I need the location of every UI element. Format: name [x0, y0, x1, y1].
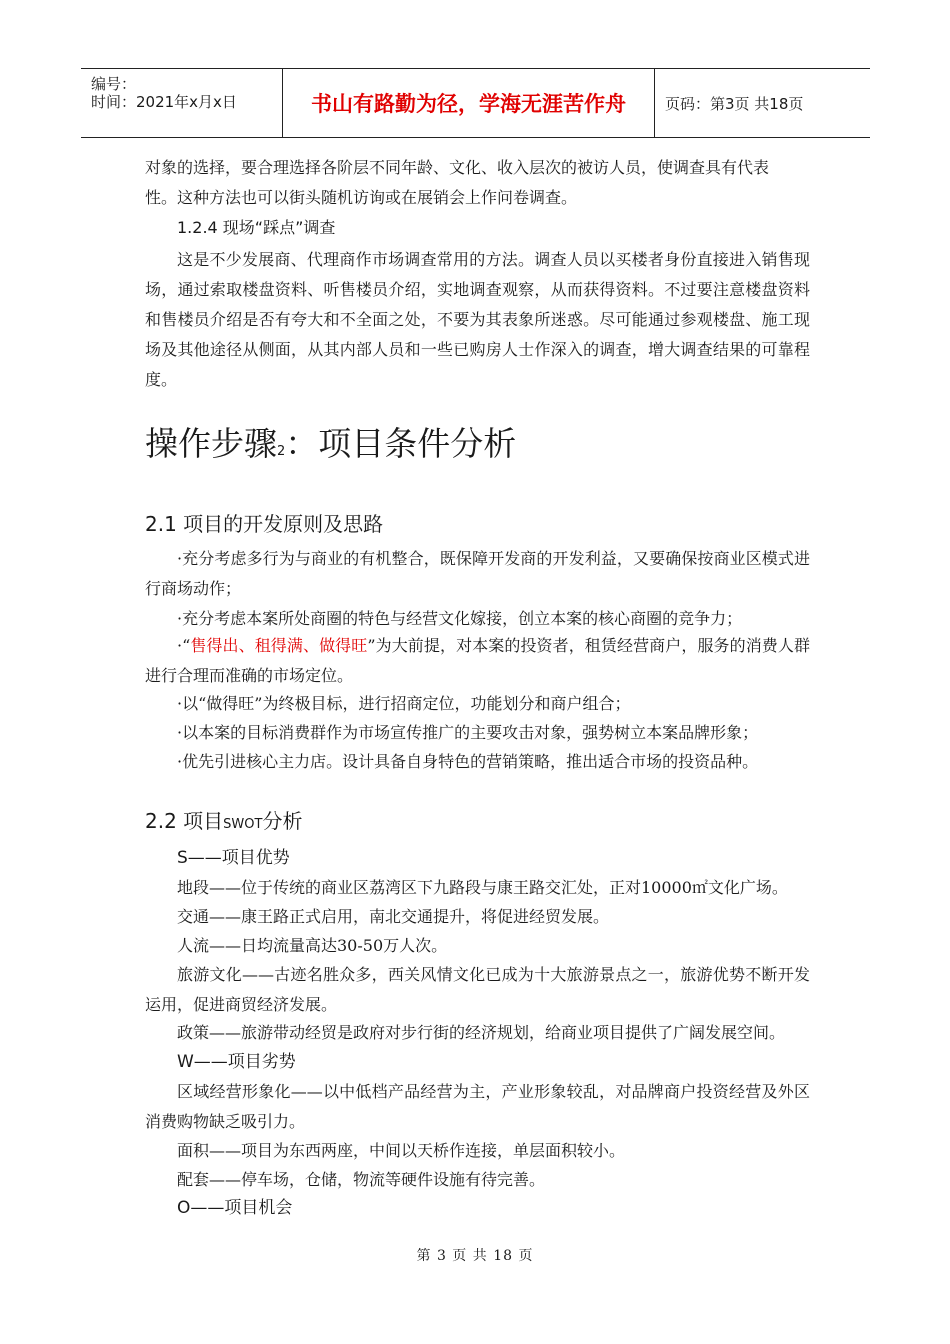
opportunities-title: O——项目机会 — [177, 1198, 293, 1218]
intro-paragraph-2: 这是不少发展商、代理商作市场调查常用的方法。调查人员以买楼者身份直接进入销售现场，通过索取楼盘资料、听售楼员介绍，实地调查观察，从而获得资料。不过要注意楼盘资料和售楼员介绍是否有夸大和不全面之处，不要为其表象所迷惑。尽可能通过参观楼盘、施工现场及其他途径从侧面，从其内部人员和一些已购房人士作深入的调查，增大调查结果的可靠程度。 — [145, 250, 810, 389]
intro-line-1: 对象的选择，要合理选择各阶层不同年龄、文化、收入层次的被访人员，使调查具有代表 — [145, 158, 770, 177]
page-footer: 第 3 页 共 18 页 — [416, 1248, 534, 1264]
step-title: 操作步骤2：项目条件分析 — [145, 424, 517, 463]
strength-2: 交通——康王路正式启用，南北交通提升，将促进经贸发展。 — [177, 907, 610, 926]
header-motto: 书山有路勤为径，学海无涯苦作舟 — [283, 69, 655, 137]
header-page-info: 页码：第3页 共18页 — [665, 94, 804, 113]
bullet-4: ·以“做得旺”为终极目标，进行招商定位，功能划分和商户组合； — [177, 694, 631, 713]
strength-3: 人流——日均流量高达30-50万人次。 — [177, 936, 448, 955]
bullet-3: ·“售得出、租得满、做得旺”为大前提，对本案的投资者，租赁经营商户，服务的消费人群进行合理而准确的市场定位。 — [145, 636, 810, 685]
bullet-2: ·充分考虑本案所处商圈的特色与经营文化嫁接，创立本案的核心商圈的竞争力； — [177, 609, 743, 628]
page-header — [81, 68, 870, 138]
strengths-title: S——项目优势 — [177, 848, 290, 868]
bullet-5: ·以本案的目标消费群作为市场宣传推广的主要攻击对象，强势树立本案品牌形象； — [177, 723, 759, 742]
strength-4: 旅游文化——古迹名胜众多，西关风情文化已成为十大旅游景点之一，旅游优势不断开发运用，促进商贸经济发展。 — [145, 965, 810, 1014]
bullet-1: ·充分考虑多行为与商业的有机整合，既保障开发商的开发利益，又要确保按商业区模式进行商场动作； — [145, 549, 810, 598]
strength-1: 地段——位于传统的商业区荔湾区下九路段与康王路交汇处，正对10000㎡文化广场。 — [177, 878, 788, 897]
section-2-2-heading: 2.2 项目SWOT分析 — [145, 809, 303, 833]
header-left-cell — [81, 69, 283, 137]
number-label: 编号： — [91, 75, 137, 93]
date-label: 时间：2021年x月x日 — [91, 93, 237, 111]
strength-5: 政策——旅游带动经贸是政府对步行街的经济规划，给商业项目提供了广阔发展空间。 — [177, 1023, 786, 1042]
weakness-1: 区域经营形象化——以中低档产品经营为主，产业形象较乱，对品牌商户投资经营及外区消费购物缺乏吸引力。 — [145, 1082, 810, 1131]
weaknesses-title: W——项目劣势 — [177, 1052, 296, 1072]
subheading-1-2-4: 1.2.4 现场“踩点”调查 — [177, 218, 336, 237]
intro-line-2: 性。这种方法也可以街头随机访询或在展销会上作问卷调查。 — [145, 188, 578, 207]
section-2-1-heading: 2.1 项目的开发原则及思路 — [145, 512, 384, 536]
weakness-2: 面积——项目为东西两座，中间以天桥作连接，单层面积较小。 — [177, 1141, 626, 1160]
weakness-3: 配套——停车场，仓储，物流等硬件设施有待完善。 — [177, 1170, 546, 1189]
bullet-6: ·优先引进核心主力店。设计具备自身特色的营销策略，推出适合市场的投资品种。 — [177, 752, 759, 771]
